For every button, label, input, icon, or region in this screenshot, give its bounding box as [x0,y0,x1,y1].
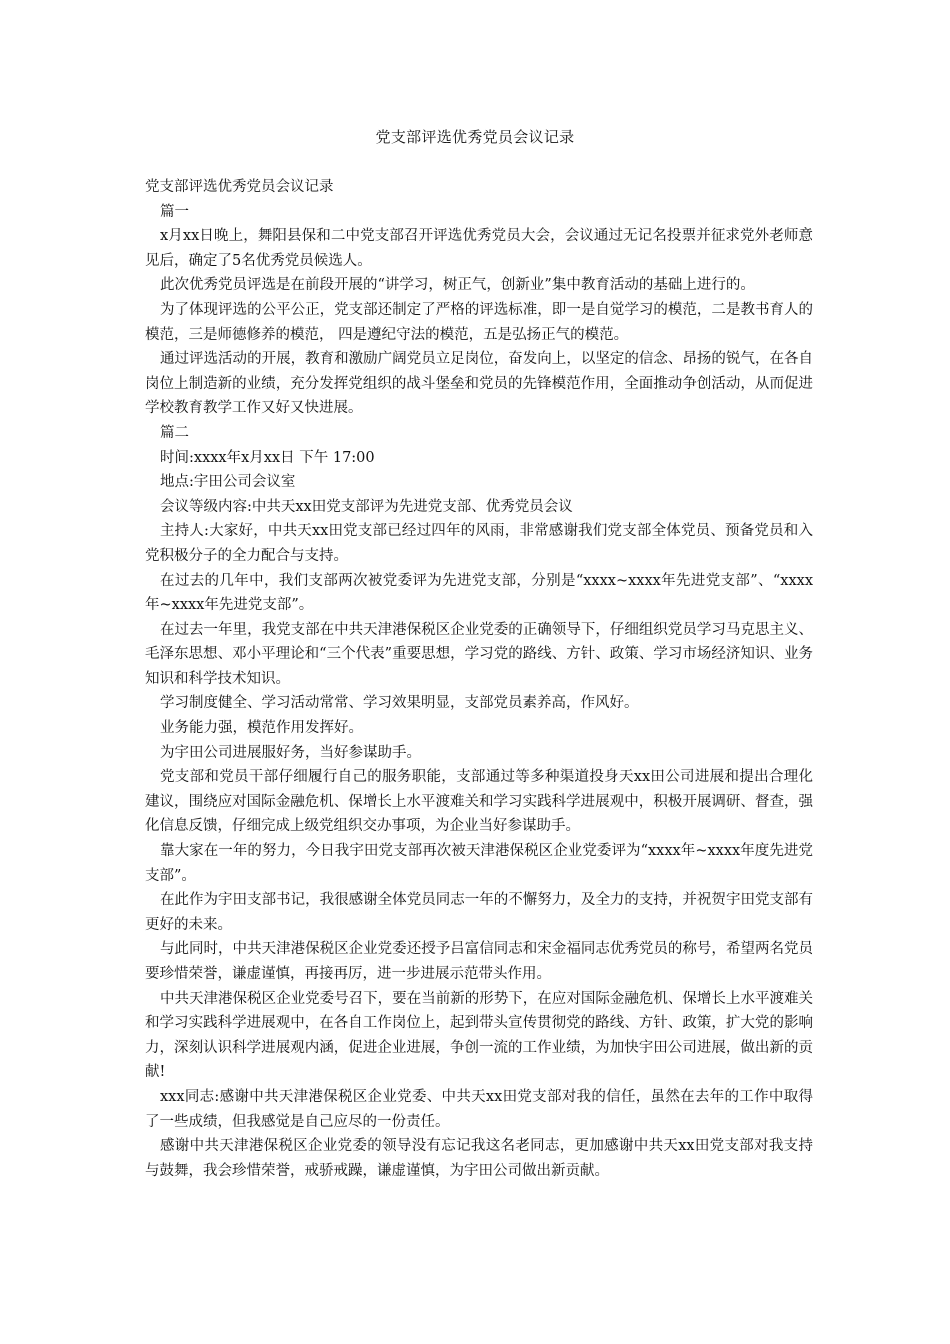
paragraph: 主持人:大家好，中共天xx田党支部已经过四年的风雨，非常感谢我们党支部全体党员、预备党员和入党积极分子的全力配合与支持。 [145,523,813,564]
paragraph: 感谢中共天津港保税区企业党委的领导没有忘记我这名老同志，更加感谢中共天xx田党支部对我支持与鼓舞，我会珍惜荣誉，戒骄戒躁，谦虚谨慎，为宇田公司做出新贡献。 [145,1138,813,1179]
section-label-part-one: 篇一 [160,203,189,220]
paragraph: x月xx日晚上，舞阳县保和二中党支部召开评选优秀党员大会，会议通过无记名投票并征求党外老师意见后，确定了5名优秀党员候选人。 [145,228,813,269]
paragraph: 业务能力强，模范作用发挥好。 [160,720,363,737]
body-heading: 党支部评选优秀党员会议记录 [145,179,334,195]
paragraph: 此次优秀党员评选是在前段开展的“讲学习，树正气，创新业”集中教育活动的基础上进行的。 [160,277,755,294]
paragraph: 与此同时，中共天津港保税区企业党委还授予吕富信同志和宋金福同志优秀党员的称号，希望两名党员要珍惜荣誉，谦虚谨慎，再接再厉，进一步进展示范带头作用。 [145,941,813,982]
paragraph: 在过去一年里，我党支部在中共天津港保税区企业党委的正确领导下，仔细组织党员学习马克思主义、毛泽东思想、邓小平理论和“三个代表”重要思想，学习党的路线、方针、政策、学习市场经济知识、业务知识和科学技术知识。 [145,621,813,687]
paragraph: 为宇田公司进展服好务，当好参谋助手。 [160,744,421,761]
document-title: 党支部评选优秀党员会议记录 [375,128,575,146]
paragraph: 中共天津港保税区企业党委号召下，要在当前新的形势下，在应对国际金融危机、保增长上水平渡难关和学习实践科学进展观中，在各自工作岗位上，起到带头宣传贯彻党的路线、方针、政策，扩大党的影响力，深刻认识科学进展观内涵，促进企业进展，争创一流的工作业绩，为加快宇田公司进展，做出新的贡献! [145,990,813,1081]
meeting-location: 地点:宇田公司会议室 [160,474,296,491]
paragraph: xxx同志:感谢中共天津港保税区企业党委、中共天xx田党支部对我的信任，虽然在去年的工作中取得了一些成绩，但我感觉是自己应尽的一份责任。 [145,1088,813,1130]
meeting-topic: 会议等级内容:中共天xx田党支部评为先进党支部、优秀党员会议 [160,498,573,515]
meeting-time: 时间:xxxx年x月xx日 下午 17:00 [160,449,375,466]
paragraph: 学习制度健全、学习活动常常、学习效果明显，支部党员素养高，作风好。 [160,695,639,712]
paragraph: 在此作为宇田支部书记，我很感谢全体党员同志一年的不懈努力，及全力的支持，并祝贺宇田党支部有更好的未来。 [145,892,813,933]
paragraph: 通过评选活动的开展，教育和激励广阔党员立足岗位，奋发向上，以坚定的信念、昂扬的锐气，在各自岗位上制造新的业绩，充分发挥党组织的战斗堡垒和党员的先锋模范作用，全面推动争创活动，从而促进学校教育教学工作又好又快进展。 [145,351,813,417]
paragraph: 在过去的几年中，我们支部两次被党委评为先进党支部，分别是“xxxx~xxxx年先进党支部”、“xxxx年~xxxx年先进党支部”。 [145,572,813,614]
paragraph: 为了体现评选的公平公正，党支部还制定了严格的评选标准，即一是自觉学习的模范，二是教书育人的模范，三是师德修养的模范， 四是遵纪守法的模范，五是弘扬正气的模范。 [145,301,813,343]
paragraph: 靠大家在一年的努力，今日我宇田党支部再次被天津港保税区企业党委评为“xxxx年~xxxx年度先进党支部”。 [145,843,813,884]
paragraph: 党支部和党员干部仔细履行自己的服务职能，支部通过等多种渠道投身天xx田公司进展和提出合理化建议，围绕应对国际金融危机、保增长上水平渡难关和学习实践科学进展观中，积极开展调研、督查，强化信息反馈，仔细完成上级党组织交办事项，为企业当好参谋助手。 [145,769,813,835]
section-label-part-two: 篇二 [160,424,189,441]
document-body [145,175,813,1183]
